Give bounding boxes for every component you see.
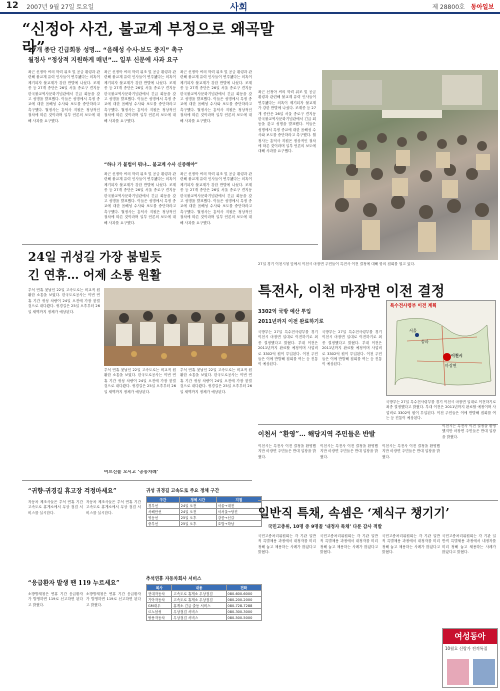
table-cell: 24일 오전 — [179, 503, 216, 509]
relocation-map — [386, 300, 496, 396]
table-row — [147, 615, 262, 621]
story2-body-col3: 국방부는 27일 특수전사령부를 경기 이천시 마장면 일대로 이전하기로 최종 결정했다고 밝혔다. 부대 이전은 2011년까지 완료할 예정이며 사업비로 3302억 원이 투입된다. 이천 주민들은 이에 반발해 집회를 여는 등 진통이 예상된다. — [386, 400, 496, 420]
story3-body-col2: 추석 연휴 첫날인 22일 고속도로는 비교적 원활한 소통을 보였다. 한국도로공사는 이번 연휴 기간 귀성 차량이 24일 오전에 가장 붐빌 것으로 내다봤다. 귀경길은 25일 오후부터 26일 새벽까지 정체가 예상된다. — [104, 368, 176, 394]
map-label-icheon: 이천시 — [451, 353, 463, 358]
story7-body-col4: 국민고충처리위원회는 각 기관 일반직 특별채용 과정에서 내정자를 미리 정해 놓고 채용하는 사례가 많았다고 밝혔다. — [442, 534, 496, 555]
story1-headline: “신정아 사건, 불교계 부정으로 왜곡말라” — [22, 20, 275, 56]
table-cell: 휴게소 긴급 출동 서비스 — [172, 603, 226, 609]
story6-body-col4: 이천시는 특전사 이전 결정을 환영했지만 마장면 주민들은 반대 입장을 밝혔다. — [442, 424, 496, 439]
table-cell: 24일 오전 — [179, 509, 216, 515]
edition-number: 제 28800호 — [432, 3, 465, 11]
story6-body-col1: 이천시는 특전사 이전 결정을 환영했지만 마장면 주민들은 반대 입장을 밝혔다. — [258, 444, 316, 459]
table-cell: 서해안선 — [147, 509, 180, 515]
table-cell: 강릉→신갈 — [216, 515, 261, 521]
table-cell: 현대자동차 — [147, 591, 172, 597]
ad-cover-thumbnail — [443, 657, 499, 687]
table-cell: 중부선 — [147, 521, 180, 527]
newspaper-brand: 동아일보 — [470, 3, 494, 11]
story6-headline: 이천서 “환영”… 해당지역 주민들은 반발 — [258, 430, 376, 438]
table-cell: 무상점검 서비스 — [172, 615, 226, 621]
story2-kicker2: 2011년까지 이전 완료하기로 — [258, 319, 324, 325]
table-cell: 경부선 — [147, 503, 180, 509]
story3-headline: 24일 귀성길 가장 붐빌듯 — [28, 250, 162, 264]
story4-body-col1: 자동차 제조사들은 추석 연휴 기간 고속도로 휴게소에서 무상 점검 서비스를 실시한다. — [28, 500, 83, 515]
table-header: 정체 시간 — [179, 497, 216, 503]
table-header: 지점 — [216, 497, 261, 503]
story7-body-col2: 국민고충처리위원회는 각 기관 일반직 특별채용 과정에서 내정자를 미리 정해 놓고 채용하는 사례가 많았다고 밝혔다. — [320, 534, 378, 555]
story1-subkicker: “하나 가 불법이 뭐냐… 불교계 수사 신중해야” — [104, 163, 198, 168]
story7-headline: 일반직 특채, 속셈은 ‘제식구 챙기기’ — [258, 506, 450, 520]
ad-subtitle: 10월호 신랑가 전격특집 — [445, 646, 488, 651]
story7-kicker: 국민고충위, 10명 중 9명꼴 ‘내정자 특채’ 다룬 감사 적발 — [268, 525, 382, 530]
story1-body-col6: 최근 신정아 씨의 학력 위조 및 공금 횡령과 관련해 불교계 유력 인사들이 연루됐다는 의혹이 제기되자 불교계가 강한 반발에 나섰다. 조계종 등 27개 종단은 26일 서울 종로구 견지동 한국불교역사문화기념관에서 긴급 회동을 갖고 성명을 발표했다. 이들은 성명에서 특정 종교에 대한 음해성 수사와 보도를 중단하라고 촉구했다. 월정사는 흥덕사 지원은 정상적인 절차에 따른 것이라며 일부 언론의 보도에 대해 사과를 요구했다. — [258, 90, 316, 154]
story3-body-col3: 추석 연휴 첫날인 22일 고속도로는 비교적 원활한 소통을 보였다. 한국도로공사는 이번 연휴 기간 귀성 차량이 24일 오전에 가장 붐빌 것으로 내다봤다. 귀경길은 25일 오후부터 26일 새벽까지 정체가 예상된다. — [180, 368, 252, 394]
story2-body-col1: 국방부는 27일 특수전사령부를 경기 이천시 마장면 일대로 이전하기로 최종 결정했다고 밝혔다. 부대 이전은 2011년까지 완료할 예정이며 사업비로 3302억 원이 투입된다. 이천 주민들은 이에 반발해 집회를 여는 등 진통이 예상된다. — [258, 330, 318, 367]
table-cell: 무상점검 서비스 — [172, 609, 226, 615]
table-cell: 080-200-2000 — [226, 597, 261, 603]
story5-headline: “응급환자 발생 땐 119 누르세요” — [28, 580, 120, 587]
table-cell: 080-600-6000 — [226, 591, 261, 597]
story2-kicker1: 3302억 국방 예산 투입 — [258, 309, 311, 315]
story6-body-col2: 이천시는 특전사 이전 결정을 환영했지만 마장면 주민들은 반대 입장을 밝혔다. — [320, 444, 378, 459]
table-cell: 기아자동차 — [147, 597, 172, 603]
table2-title: 추석연휴 자동차회사 서비스 — [146, 577, 202, 582]
map-label-songpa: 송파 — [421, 339, 429, 344]
story3-subhead: 긴 연휴… 어제 소통 원활 — [28, 268, 162, 282]
ad-title: 여성동아 — [443, 629, 497, 644]
story3-body-col1: 추석 연휴 첫날인 22일 고속도로는 비교적 원활한 소통을 보였다. 한국도로공사는 이번 연휴 기간 귀성 차량이 24일 오전에 가장 붐빌 것으로 내다봤다. 귀경길은 25일 오후부터 26일 새벽까지 정체가 예상된다. — [28, 288, 100, 314]
table-cell: 고속도로 휴게소 무상점검 — [172, 591, 226, 597]
story5-body-col2: 소방방재청은 연휴 기간 응급환자가 발생하면 119로 신고하면 된다고 밝혔다. — [86, 592, 141, 607]
magazine-ad[interactable] — [442, 628, 498, 688]
divider — [258, 500, 498, 501]
table-cell: 르노삼성 — [147, 609, 172, 615]
map-title: 특수전사령부 이전 계획 — [390, 304, 437, 309]
table-cell: 080-300-3000 — [226, 609, 261, 615]
story1-body-col4: 최근 신정아 씨의 학력 위조 및 공금 횡령과 관련해 불교계 유력 인사들이 연루됐다는 의혹이 제기되자 불교계가 강한 반발에 나섰다. 조계종 등 27개 종단은 26일 서울 종로구 견지동 한국불교역사문화기념관에서 긴급 회동을 갖고 성명을 발표했다. 이들은 성명에서 특정 종교에 대한 음해성 수사와 보도를 중단하라고 촉구했다. 월정사는 흥덕사 지원은 정상적인 절차에 따른 것이라며 일부 언론의 보도에 대해 사과를 요구했다. — [104, 172, 176, 225]
table-header: 구간 — [147, 497, 180, 503]
story3-photo-caption: 어르신들 모시고 ‘공동차례’ — [104, 470, 159, 475]
issue-date: 2007년 9월 27일 토요일 — [26, 3, 94, 11]
map-label-majang: 마장면 — [445, 363, 457, 368]
story6-body-col3: 이천시는 특전사 이전 결정을 환영했지만 마장면 주민들은 반대 입장을 밝혔다. — [382, 444, 440, 459]
table-cell: GM대우 — [147, 603, 172, 609]
table-cell: 080-728-7288 — [226, 603, 261, 609]
section-title: 사회 — [230, 2, 248, 13]
map-label-seoul: 서울 — [409, 328, 417, 333]
table-cell: 서서울→당진 — [216, 509, 261, 515]
ceremony-illustration — [104, 288, 252, 366]
table-cell: 서울→대전 — [216, 503, 261, 509]
story1-kicker1: 27개 종단 긴급회동 성명… “음해성 수사·보도 중지” 촉구 — [28, 47, 184, 54]
table-cell: 고속도로 휴게소 무상점검 — [172, 597, 226, 603]
divider — [22, 244, 318, 245]
table-header: 내용 — [172, 585, 226, 591]
story4-body-col2: 자동차 제조사들은 추석 연휴 기간 고속도로 휴게소에서 무상 점검 서비스를 실시한다. — [86, 500, 141, 515]
story2-photo-caption: 27일 경기 이천시청 앞에서 이천시 마장면 주민들이 특전사 이전 결정에 대해 항의 집회를 열고 있다. — [258, 262, 416, 266]
table-cell: 쌍용자동차 — [147, 615, 172, 621]
divider — [22, 480, 252, 481]
story2-headline: 특전사, 이천 마장면 이전 결정 — [258, 284, 445, 300]
table-cell: 25일 오후 — [179, 515, 216, 521]
table-cell: 25일 오후 — [179, 521, 216, 527]
story4-headline: “귀향·귀경길 휴고장 걱정마세요” — [28, 488, 117, 495]
ceremony-photo — [104, 288, 252, 366]
story7-body-col3: 국민고충처리위원회는 각 기관 일반직 특별채용 과정에서 내정자를 미리 정해 놓고 채용하는 사례가 많았다고 밝혔다. — [382, 534, 440, 555]
crowd-photo — [322, 70, 498, 260]
story1-body-col3: 최근 신정아 씨의 학력 위조 및 공금 횡령과 관련해 불교계 유력 인사들이 연루됐다는 의혹이 제기되자 불교계가 강한 반발에 나섰다. 조계종 등 27개 종단은 26일 서울 종로구 견지동 한국불교역사문화기념관에서 긴급 회동을 갖고 성명을 발표했다. 이들은 성명에서 특정 종교에 대한 음해성 수사와 보도를 중단하라고 촉구했다. 월정사는 흥덕사 지원은 정상적인 절차에 따른 것이라며 일부 언론의 보도에 대해 사과를 요구했다. — [180, 70, 252, 123]
crowd-illustration — [322, 70, 498, 260]
story1-body-col2: 최근 신정아 씨의 학력 위조 및 공금 횡령과 관련해 불교계 유력 인사들이 연루됐다는 의혹이 제기되자 불교계가 강한 반발에 나섰다. 조계종 등 27개 종단은 26일 서울 종로구 견지동 한국불교역사문화기념관에서 긴급 회동을 갖고 성명을 발표했다. 이들은 성명에서 특정 종교에 대한 음해성 수사와 보도를 중단하라고 촉구했다. 월정사는 흥덕사 지원은 정상적인 절차에 따른 것이라며 일부 언론의 보도에 대해 사과를 요구했다. — [104, 70, 176, 123]
masthead — [0, 0, 500, 14]
page-number: 12 — [6, 1, 19, 11]
story5-body-col1: 소방방재청은 연휴 기간 응급환자가 발생하면 119로 신고하면 된다고 밝혔다. — [28, 592, 83, 607]
table1-title: 귀성 귀경길 고속도로 주요 정체 구간 — [146, 489, 220, 494]
map-graphic — [387, 301, 496, 396]
table-cell: 080-500-5000 — [226, 615, 261, 621]
table-cell: 호법→하남 — [216, 521, 261, 527]
table-header: 전화 — [226, 585, 261, 591]
table-row — [147, 521, 262, 527]
story1-body-col5: 최근 신정아 씨의 학력 위조 및 공금 횡령과 관련해 불교계 유력 인사들이 연루됐다는 의혹이 제기되자 불교계가 강한 반발에 나섰다. 조계종 등 27개 종단은 26일 서울 종로구 견지동 한국불교역사문화기념관에서 긴급 회동을 갖고 성명을 발표했다. 이들은 성명에서 특정 종교에 대한 음해성 수사와 보도를 중단하라고 촉구했다. 월정사는 흥덕사 지원은 정상적인 절차에 따른 것이라며 일부 언론의 보도에 대해 사과를 요구했다. — [180, 172, 252, 225]
service-table — [146, 584, 262, 621]
story7-body-col1: 국민고충처리위원회는 각 기관 일반직 특별채용 과정에서 내정자를 미리 정해 놓고 채용하는 사례가 많았다고 밝혔다. — [258, 534, 316, 555]
story1-kicker2: 월정사 “정상적 지원하게 매년”… 일부 신문에 사과 요구 — [28, 57, 179, 64]
congestion-table — [146, 496, 262, 527]
story2-body-col2: 국방부는 27일 특수전사령부를 경기 이천시 마장면 일대로 이전하기로 최종 결정했다고 밝혔다. 부대 이전은 2011년까지 완료할 예정이며 사업비로 3302억 원이 투입된다. 이천 주민들은 이에 반발해 집회를 여는 등 진통이 예상된다. — [322, 330, 382, 367]
table-header: 회사 — [147, 585, 172, 591]
table-cell: 영동선 — [147, 515, 180, 521]
story1-body-col1: 최근 신정아 씨의 학력 위조 및 공금 횡령과 관련해 불교계 유력 인사들이 연루됐다는 의혹이 제기되자 불교계가 강한 반발에 나섰다. 조계종 등 27개 종단은 26일 서울 종로구 견지동 한국불교역사문화기념관에서 긴급 회동을 갖고 성명을 발표했다. 이들은 성명에서 특정 종교에 대한 음해성 수사와 보도를 중단하라고 촉구했다. 월정사는 흥덕사 지원은 정상적인 절차에 따른 것이라며 일부 언론의 보도에 대해 사과를 요구했다. — [28, 70, 100, 123]
